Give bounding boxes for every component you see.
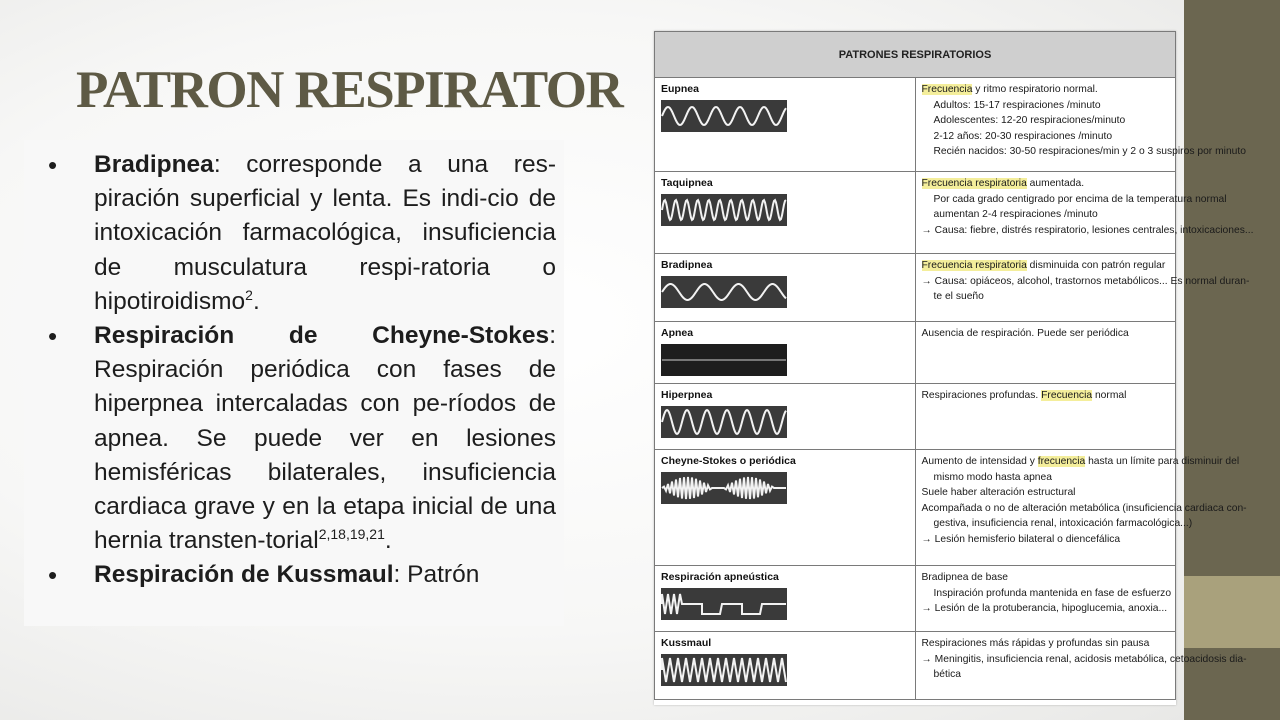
pattern-name: Kussmaul: [661, 637, 712, 649]
description-line: [922, 570, 1172, 586]
reference-superscript: 2,18,19,21: [318, 526, 385, 543]
pattern-name: Bradipnea: [661, 259, 713, 271]
description-text: aumentan 2-4 respiraciones /minuto: [933, 209, 1098, 220]
description-text: te el sueño: [933, 291, 984, 302]
pattern-description-cell: [915, 632, 1247, 700]
pattern-description-cell: [915, 322, 1176, 384]
reference-superscript: 2: [245, 286, 253, 303]
waveform-background: [661, 100, 787, 132]
pattern-name: Taquipnea: [661, 177, 713, 189]
bullet-list: [24, 140, 564, 593]
patterns-table: [654, 31, 1254, 700]
pattern-name-cell: [655, 384, 916, 450]
waveform-graphic: [661, 194, 787, 226]
waveform-graphic: [661, 344, 787, 376]
description-line: [921, 274, 1250, 290]
description-text: → Lesión de la protuberancia, hipoglucemia, anoxia...: [921, 603, 1168, 614]
slide-title: PATRON RESPIRATOR: [76, 61, 623, 119]
pattern-description-cell: [915, 172, 1254, 254]
description-line: [921, 501, 1247, 517]
description-line: [922, 98, 1172, 114]
pattern-row: [655, 632, 1176, 700]
description-line: [922, 192, 1227, 208]
pattern-name-cell: [655, 172, 916, 254]
description-text: 2-12 años: 20-30 respiraciones /minuto: [933, 130, 1113, 142]
description-line: [922, 485, 1172, 501]
patterns-table-image: [654, 31, 1254, 705]
description-line: [922, 207, 1172, 223]
pattern-name-cell: [655, 566, 916, 632]
description-text: Por cada grado centigrado por encima de la temperatura normal: [933, 193, 1227, 205]
description-text: y ritmo respiratorio normal.: [972, 84, 1098, 95]
description-line: [922, 258, 1172, 274]
pattern-name-cell: [655, 450, 916, 566]
highlighted-term: frecuencia: [1037, 456, 1086, 467]
bullet-text: : Patrón: [393, 561, 480, 589]
pattern-name: Respiración apneústica: [661, 571, 779, 583]
description-line: [922, 326, 1172, 342]
description-line: [922, 470, 1172, 486]
description-text: → Lesión hemisferio bilateral o diencefálica: [921, 533, 1121, 545]
pattern-name-cell: [655, 632, 916, 700]
pattern-description-cell: [915, 254, 1250, 322]
bullet-dot: •: [48, 150, 58, 180]
pattern-row: [655, 254, 1176, 322]
description-text: → Causa: fiebre, distrés respiratorio, lesiones centrales, intoxicaciones...: [921, 224, 1254, 236]
highlighted-term: Frecuencia: [1041, 390, 1093, 401]
waveform-graphic: [661, 100, 787, 132]
table-body: [655, 78, 1254, 700]
description-line: [921, 454, 1240, 470]
description-text: gestiva, insuficiencia renal, intoxicación farmacológica...): [933, 518, 1193, 529]
pattern-name: Hiperpnea: [661, 389, 713, 401]
description-line: [922, 289, 1172, 305]
bullet-dot: •: [48, 560, 58, 591]
description-line: [922, 667, 1172, 683]
description-text: normal: [1092, 390, 1127, 401]
bullet-text: : Respiración periódica con fases de hiperpnea intercaladas con pe-ríodos de apnea. Se puede ver en lesiones hemisféricas bilaterales, insuficiencia cardiaca grave y en la etapa inicial de una hernia transten-torial: [94, 322, 556, 555]
text-scan-panel: [24, 140, 564, 626]
description-text: Ausencia de respiración. Puede ser periódica: [921, 328, 1129, 339]
bullet-bradipnea: [24, 148, 564, 319]
pattern-row: [655, 450, 1176, 566]
bullet-end: .: [252, 287, 260, 315]
description-text: Respiraciones profundas.: [921, 390, 1042, 401]
description-line: [922, 176, 1172, 192]
waveform-graphic: [661, 588, 787, 620]
pattern-name-cell: [655, 322, 916, 384]
description-line: [922, 601, 1172, 617]
waveform-graphic: [661, 406, 787, 438]
description-text: Suele haber alteración estructural: [921, 487, 1076, 498]
description-line: [922, 144, 1246, 160]
description-text: Adolescentes: 12-20 respiraciones/minuto: [933, 115, 1126, 126]
description-line: [922, 113, 1172, 129]
description-line: [922, 82, 1172, 98]
pattern-row: [655, 322, 1176, 384]
description-text: Recién nacidos: 30-50 respiraciones/min y 2 o 3 suspiros por minuto: [933, 146, 1246, 157]
bullet-end: .: [384, 527, 392, 555]
highlighted-term: Frecuencia: [921, 84, 973, 95]
description-text: Acompañada o no de alteración metabólica (insuficiencia cardiaca con-: [921, 502, 1247, 514]
pattern-name: Eupnea: [661, 83, 699, 95]
waveform-graphic: [661, 472, 787, 504]
pattern-description-cell: [915, 450, 1247, 566]
pattern-row: [655, 172, 1176, 254]
bullet-term: Bradipnea: [94, 151, 214, 178]
bullet-cheyne-stokes: [24, 319, 564, 558]
description-line: [922, 516, 1193, 532]
pattern-description-cell: [915, 78, 1246, 172]
description-line: [922, 586, 1172, 602]
description-text: → Causa: opiáceos, alcohol, trastornos metabólicos... Es normal duran-: [921, 275, 1250, 287]
description-text: Aumento de intensidad y: [921, 456, 1038, 467]
pattern-description-cell: [915, 566, 1176, 632]
description-text: mismo modo hasta apnea: [933, 471, 1052, 483]
pattern-row: [655, 566, 1176, 632]
description-text: → Meningitis, insuficiencia renal, acidosis metabólica, cetoacidosis dia-: [921, 653, 1247, 665]
description-line: [922, 532, 1172, 548]
waveform-graphic: [661, 654, 787, 686]
description-line: [921, 223, 1254, 239]
highlighted-term: Frecuencia respiratoria: [921, 178, 1027, 189]
pattern-name-cell: [655, 78, 916, 172]
pattern-description-cell: [915, 384, 1176, 450]
description-text: Bradipnea de base: [921, 572, 1008, 583]
pattern-name-cell: [655, 254, 916, 322]
waveform-background: [661, 194, 787, 226]
description-text: aumentada.: [1026, 178, 1085, 189]
bullet-term: Respiración de Cheyne-Stokes: [94, 322, 550, 350]
pattern-row: [655, 78, 1176, 172]
table-header: PATRONES RESPIRATORIOS: [655, 32, 1176, 78]
bullet-term: Respiración de Kussmaul: [94, 561, 394, 589]
description-text: bética: [933, 669, 961, 680]
description-line: [921, 652, 1247, 668]
pattern-row: [655, 384, 1176, 450]
description-text: disminuida con patrón regular: [1026, 260, 1166, 271]
description-line: [922, 388, 1172, 404]
description-line: [922, 636, 1172, 652]
pattern-name: Apnea: [661, 327, 694, 339]
description-text: Adultos: 15-17 respiraciones /minuto: [933, 99, 1101, 111]
bullet-text: : corresponde a una res-piración superficial y lenta. Es indi-cio de intoxicación farmacológica, insuficiencia de musculatura respi-ratoria o hipotiroidismo: [94, 151, 556, 315]
description-line: [922, 129, 1172, 145]
bullet-kussmaul: [24, 558, 564, 592]
description-text: Inspiración profunda mantenida en fase de esfuerzo: [933, 587, 1172, 599]
bullet-dot: •: [48, 321, 58, 352]
pattern-name: Cheyne-Stokes o periódica: [661, 455, 796, 467]
side-accent-block: [1184, 576, 1280, 648]
highlighted-term: Frecuencia respiratoria: [921, 260, 1027, 271]
description-text: Respiraciones más rápidas y profundas sin pausa: [921, 638, 1150, 649]
waveform-graphic: [661, 276, 787, 308]
description-text: hasta un límite para disminuir del: [1085, 456, 1240, 467]
